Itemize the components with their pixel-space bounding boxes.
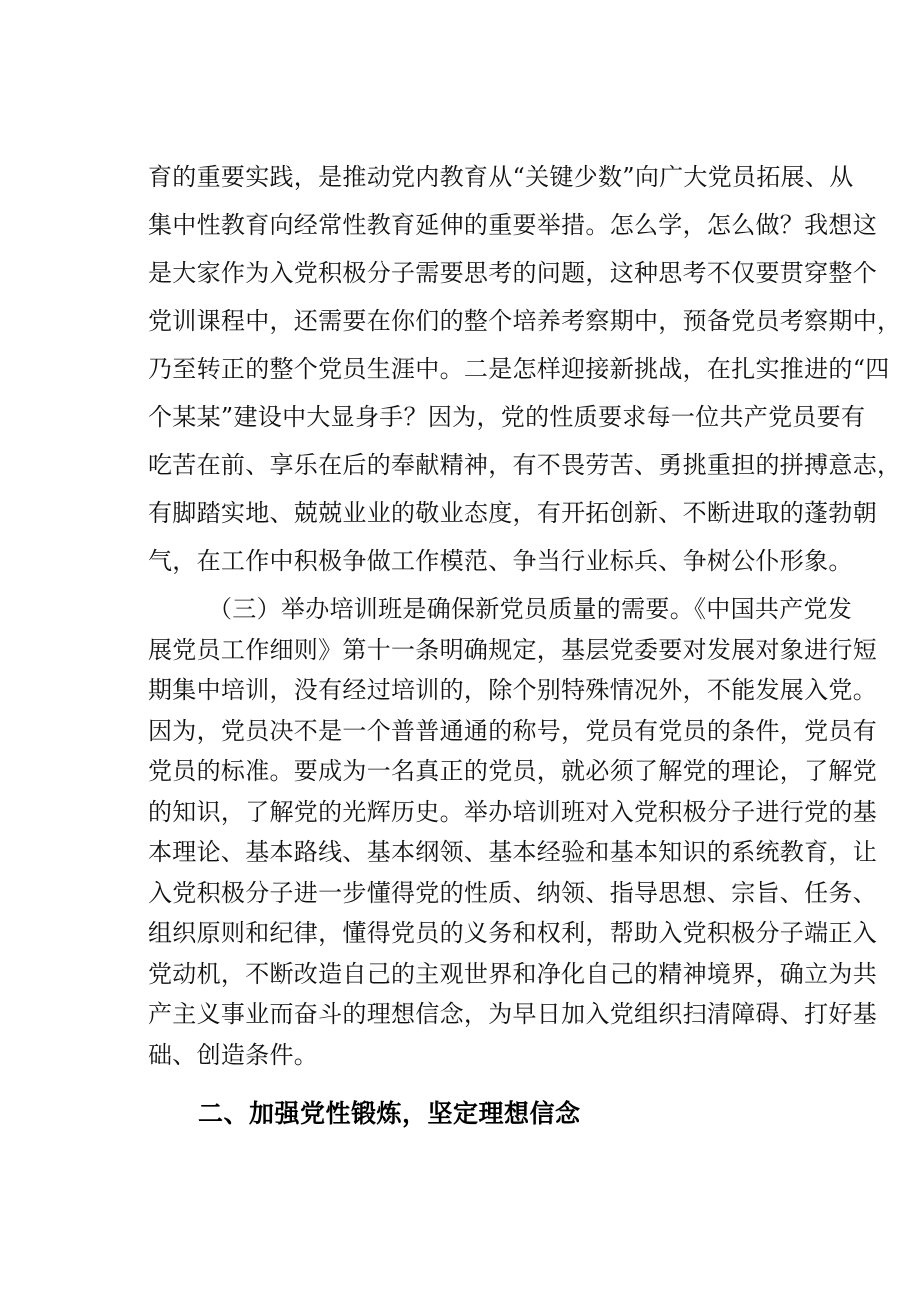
paragraph-line: 是大家作为入党积极分子需要思考的问题，这种思考不仅要贯穿整个 [148,259,877,287]
paragraph-line: 育的重要实践，是推动党内教育从“关键少数”向广大党员拓展、从 [148,163,854,191]
paragraph-line: 因为，党员决不是一个普普通通的称号，党员有党员的条件，党员有 [148,716,877,745]
paragraph-line: 党动机，不断改造自己的主观世界和净化自己的精神境界，确立为共 [148,959,877,988]
paragraph-line: 产主义事业而奋斗的理想信念，为早日加入党组织扫清障碍、打好基 [148,1000,877,1028]
paragraph-line: 党员的标准。要成为一名真正的党员，就必须了解党的理论，了解党 [148,757,877,785]
paragraph-line: 组织原则和纪律，懂得党员的义务和权利，帮助入党积极分子端正入 [148,919,877,947]
paragraph-line: （三）举办培训班是确保新党员质量的需要。《中国共产党发 [208,595,853,623]
paragraph-line: 气，在工作中积极争做工作模范、争当行业标兵、争树公仆形象。 [148,547,853,575]
paragraph-line: 展党员工作细则》第十一条明确规定，基层党委要对发展对象进行短 [148,635,877,664]
section-heading: 二、加强党性锻炼，坚定理想信念 [198,1099,581,1128]
paragraph-line: 个某某”建设中大显身手？因为，党的性质要求每一位共产党员要有 [148,403,866,431]
paragraph-line: 础、创造条件。 [148,1040,319,1069]
paragraph-line: 本理论、基本路线、基本纲领、基本经验和基本知识的系统教育，让 [148,838,877,866]
paragraph-line: 期集中培训，没有经过培训的，除个别特殊情况外，不能发展入党。 [148,676,877,704]
paragraph-line: 吃苦在前、享乐在后的奉献精神，有不畏劳苦、勇挑重担的拼搏意志， [148,451,902,479]
paragraph-line: 乃至转正的整个党员生涯中。二是怎样迎接新挑战，在扎实推进的“四 [148,355,890,383]
paragraph-line: 入党积极分子进一步懂得党的性质、纳领、指导思想、宗旨、任务、 [148,878,877,907]
paragraph-line: 有脚踏实地、兢兢业业的敬业态度，有开拓创新、不断进取的蓬勃朝 [148,499,877,527]
paragraph-line: 的知识，了解党的光辉历史。举办培训班对入党积极分子进行党的基 [148,797,877,826]
paragraph-line: 党训课程中，还需要在你们的整个培养考察期中，预备党员考察期中， [148,307,902,335]
paragraph-line: 集中性教育向经常性教育延伸的重要举措。怎么学，怎么做？我想这 [148,211,877,239]
